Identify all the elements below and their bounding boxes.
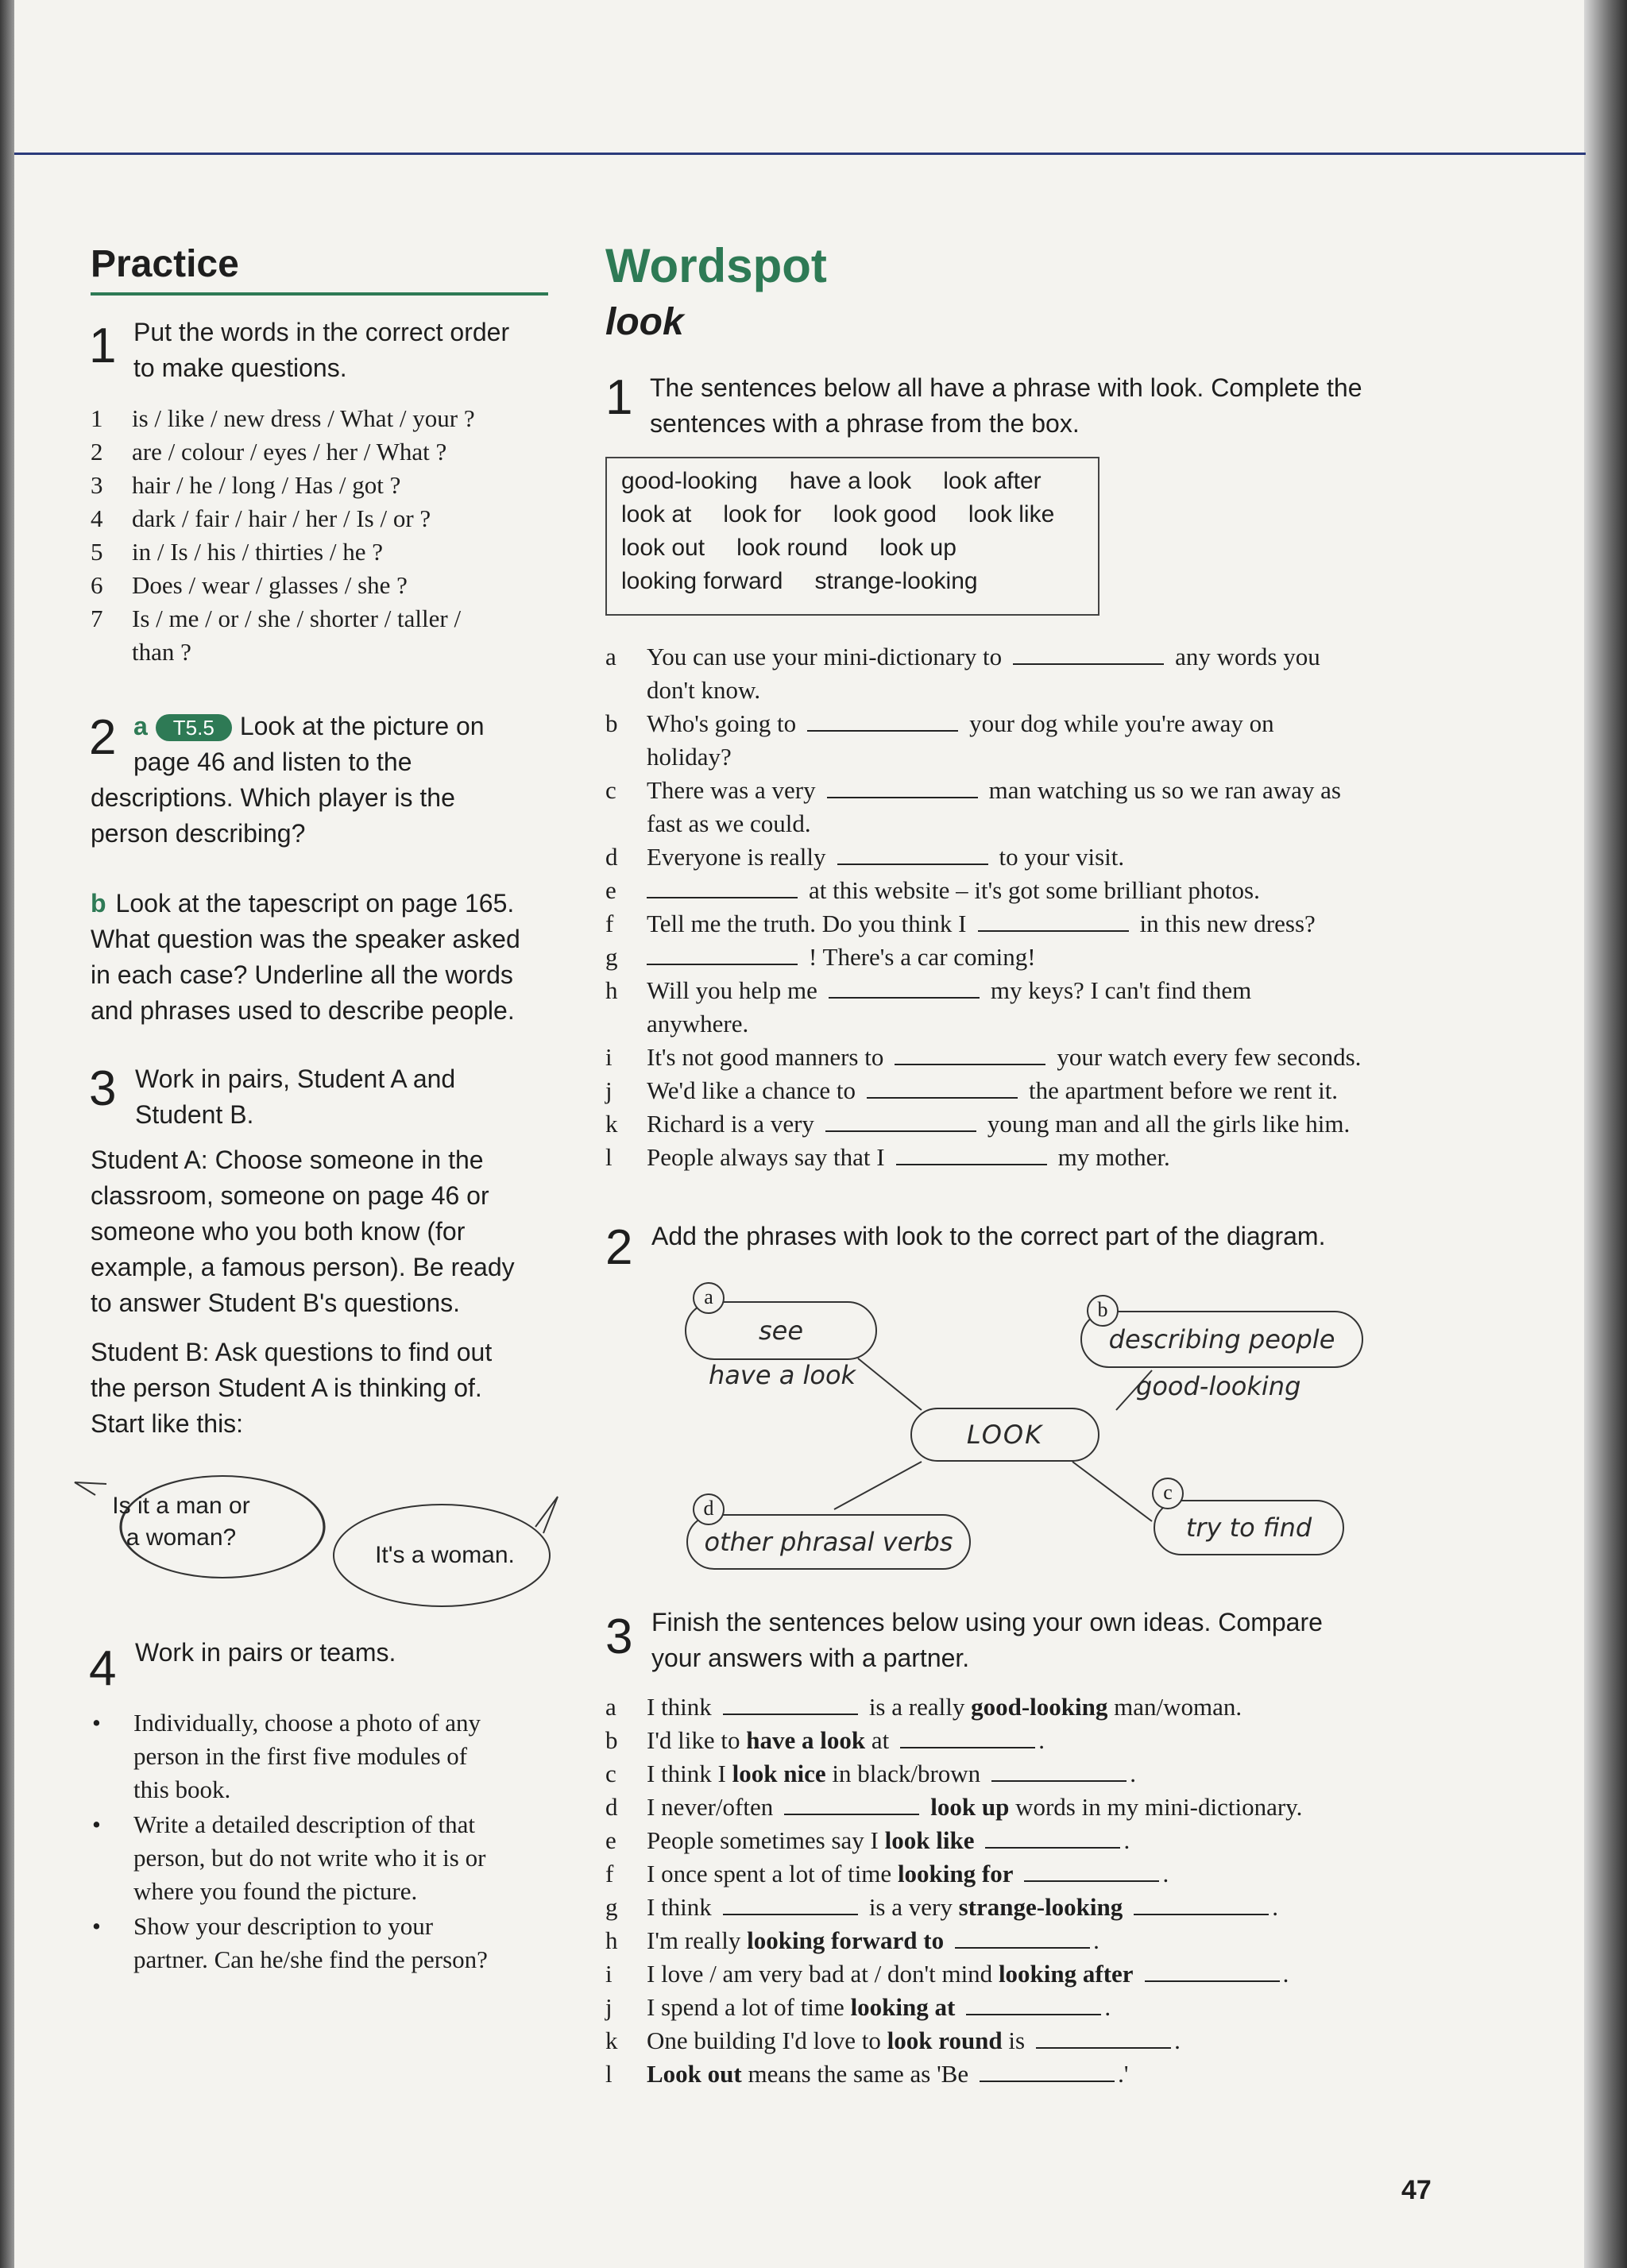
blank-line[interactable] (966, 2011, 1101, 2015)
exercise-2b-line: b Look at the tapescript on page 165. (91, 889, 515, 918)
list-item: k Richard is a very young man and all the girls like him. (605, 1110, 1351, 1138)
blank-line[interactable] (985, 1844, 1120, 1849)
blank-line[interactable] (1024, 1877, 1159, 1882)
exercise-2a-line: a T5.5 Look at the picture on (133, 712, 485, 740)
list-item: g ! There's a car coming! (605, 943, 1036, 971)
blank-line[interactable] (647, 960, 798, 965)
audio-track-badge: T5.5 (156, 714, 232, 741)
blank-line[interactable] (1134, 1911, 1269, 1915)
exercise-text: descriptions. Which player is the (91, 783, 455, 812)
wordspot-subheading: look (605, 301, 684, 343)
student-a-instructions: Student A: Choose someone in the classroom, someone on page 46 or someone who you both know (for example, a famous person). Be ready to answer Student B's questions. (91, 1146, 515, 1317)
blank-line[interactable] (1036, 2044, 1171, 2049)
practice-ex4-bullets (91, 1706, 567, 1976)
list-item: 2 are / colour / eyes / her / What ? (91, 438, 447, 466)
list-item: than ? (132, 638, 191, 666)
blank-line[interactable] (837, 860, 988, 865)
blank-line[interactable] (900, 1744, 1035, 1748)
list-item: j We'd like a chance to the apartment before we rent it. (605, 1076, 1339, 1104)
blank-line[interactable] (955, 1944, 1090, 1949)
list-item: i I love / am very bad at / don't mind looking after . (605, 1960, 1289, 1988)
list-item: e People sometimes say I look like . (605, 1826, 1130, 1854)
exercise-text: and phrases used to describe people. (91, 996, 515, 1025)
exercise-number: 2 (89, 710, 117, 765)
list-item: l Look out means the same as 'Be .' (605, 2060, 1129, 2088)
exercise-instruction: Student B. (135, 1100, 254, 1129)
exercise-instruction: Work in pairs or teams. (135, 1638, 396, 1667)
blank-line[interactable] (829, 994, 980, 999)
list-item: l People always say that I my mother. (605, 1143, 1170, 1171)
diagram-label-c: c (1152, 1478, 1184, 1509)
list-item: f I once spent a lot of time looking for . (605, 1860, 1169, 1887)
exercise-instruction: your answers with a partner. (651, 1644, 970, 1672)
list-item: c I think I look nice in black/brown . (605, 1760, 1136, 1787)
list-item-cont: anywhere. (647, 1010, 749, 1037)
blank-line[interactable] (980, 2077, 1115, 2082)
blank-line[interactable] (1013, 660, 1164, 665)
blank-line[interactable] (978, 927, 1129, 932)
exercise-number: 4 (89, 1641, 117, 1696)
page-number: 47 (1401, 2175, 1432, 2205)
exercise-instruction: Work in pairs, Student A and (135, 1064, 456, 1093)
diagram-answer-a: have a look (709, 1360, 856, 1390)
student-b-instructions: Student B: Ask questions to find out the person Student A is thinking of. Start like this: (91, 1338, 493, 1438)
list-item-cont: don't know. (647, 676, 761, 704)
exercise-number: 1 (605, 370, 633, 425)
list-item: 7 Is / me / or / she / shorter / taller / (91, 605, 462, 632)
page-edge-shadow (1584, 0, 1627, 2268)
list-item: 1 is / like / new dress / What / your ? (91, 404, 475, 432)
list-item: f Tell me the truth. Do you think I in this new dress? (605, 910, 1316, 937)
list-item: b I'd like to have a look at . (605, 1726, 1045, 1754)
blank-line[interactable] (807, 727, 958, 732)
list-item: h I'm really looking forward to . (605, 1926, 1099, 1954)
blank-line[interactable] (827, 794, 978, 798)
exercise-text: What question was the speaker asked (91, 925, 520, 953)
exercise-instruction: Finish the sentences below using your own ideas. Compare (651, 1608, 1323, 1636)
diagram-node-try-to-find: try to find (1154, 1500, 1344, 1555)
list-item: a I think is a really good-looking man/woman. (605, 1693, 1242, 1721)
exercise-instruction: Put the words in the correct order to make questions. (133, 318, 510, 382)
exercise-number: 3 (89, 1061, 117, 1116)
header-rule (14, 153, 1586, 155)
speech-bubble-question: Is it a man or a woman? (112, 1493, 250, 1551)
blank-line[interactable] (991, 1777, 1127, 1782)
blank-line[interactable] (867, 1094, 1018, 1099)
list-item-cont: holiday? (647, 743, 732, 771)
blank-line[interactable] (825, 1127, 976, 1132)
wordspot-ex3-list (605, 1690, 1447, 2091)
diagram-label-a: a (693, 1282, 725, 1314)
exercise-instruction: sentences with a phrase from the box. (650, 409, 1080, 438)
list-item: 6 Does / wear / glasses / she ? (91, 571, 408, 599)
blank-line[interactable] (896, 1161, 1047, 1165)
exercise-instruction: Add the phrases with look to the correct part of the diagram. (651, 1222, 1326, 1250)
list-item: 4 dark / fair / hair / her / Is / or ? (91, 504, 431, 532)
list-item: d I never/often look up words in my mini-dictionary. (605, 1793, 1303, 1821)
practice-rule (91, 292, 548, 296)
speech-bubble-answer: It's a woman. (375, 1542, 515, 1568)
list-item: • Show your description to your partner. Can he/she find the person? (92, 1912, 488, 1973)
wordspot-heading: Wordspot (605, 239, 827, 292)
list-item: d Everyone is really to your visit. (605, 843, 1125, 871)
blank-line[interactable] (1145, 1977, 1280, 1982)
blank-line[interactable] (723, 1911, 858, 1915)
exercise-number: 1 (89, 319, 117, 373)
exercise-number: 3 (605, 1609, 633, 1664)
blank-line[interactable] (784, 1810, 919, 1815)
list-item: j I spend a lot of time looking at . (605, 1993, 1111, 2021)
exercise-text: page 46 and listen to the (133, 748, 412, 776)
blank-line[interactable] (895, 1061, 1045, 1065)
wordspot-ex1-list (605, 640, 1447, 1174)
list-item: c There was a very man watching us so we ran away as (605, 776, 1341, 804)
diagram-label-d: d (693, 1493, 725, 1525)
exercise-number: 2 (605, 1220, 633, 1275)
practice-ex1-list (91, 402, 559, 669)
diagram-center-node: LOOK (910, 1408, 1099, 1462)
diagram-answer-b: good-looking (1136, 1371, 1301, 1401)
phrase-box: good-looking have a look look after look at look for look good look like look out look round look up looking forward strange-looking (605, 457, 1099, 616)
list-item: g I think is a very strange-looking . (605, 1893, 1279, 1921)
book-spine-shadow (0, 0, 14, 2268)
list-item-cont: fast as we could. (647, 809, 811, 837)
list-item: • Individually, choose a photo of any person in the first five modules of this book. (92, 1709, 481, 1803)
practice-heading: Practice (91, 243, 239, 285)
exercise-text: in each case? Underline all the words (91, 960, 513, 989)
blank-line[interactable] (723, 1710, 858, 1715)
diagram-node-other-phrasal-verbs: other phrasal verbs (686, 1514, 971, 1570)
list-item: a You can use your mini-dictionary to any words you (605, 643, 1320, 670)
list-item: • Write a detailed description of that person, but do not write who it is or where you found the picture. (92, 1810, 486, 1905)
list-item: 5 in / Is / his / thirties / he ? (91, 538, 383, 566)
list-item: e at this website – it's got some brilliant photos. (605, 876, 1260, 904)
diagram-label-b: b (1087, 1295, 1119, 1327)
diagram-node-see: see (685, 1301, 877, 1360)
exercise-text: person describing? (91, 819, 306, 848)
list-item: 3 hair / he / long / Has / got ? (91, 471, 401, 499)
list-item: b Who's going to your dog while you're away on (605, 709, 1274, 737)
diagram-node-describing-people: describing people (1080, 1311, 1363, 1368)
list-item: h Will you help me my keys? I can't find them (605, 976, 1252, 1004)
exercise-instruction: The sentences below all have a phrase with look. Complete the (650, 373, 1362, 402)
blank-line[interactable] (647, 894, 798, 898)
list-item: k One building I'd love to look round is . (605, 2027, 1181, 2054)
list-item: i It's not good manners to your watch every few seconds. (605, 1043, 1362, 1071)
